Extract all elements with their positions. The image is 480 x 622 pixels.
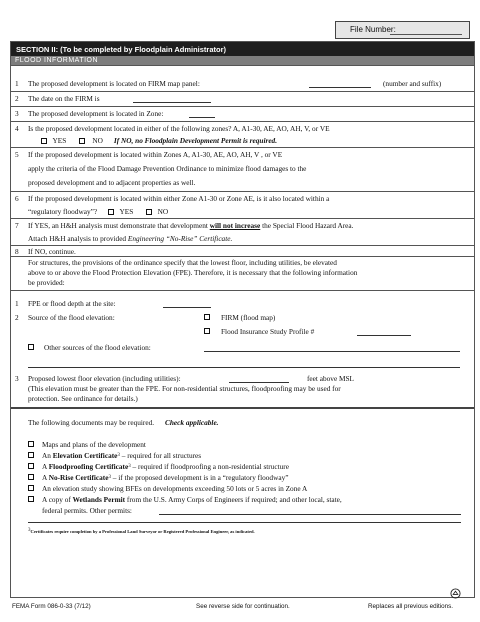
s3-unit: feet above MSL (307, 374, 355, 383)
footnote: $^3$Certificates require completion by a Professional Land Surveyor or Registered Professional Engineer, as indicated. (28, 528, 255, 534)
docs-intro: The following documents may be required. (28, 418, 155, 427)
other-source-checkbox[interactable] (28, 344, 34, 350)
doc-item-6-checkbox[interactable] (28, 496, 34, 502)
doc-item-3-label: A Floodproofing Certificate$^3$ – required if floodproofing a non-residential structure (42, 462, 289, 471)
firm-source-label: FIRM (flood map) (221, 313, 276, 322)
q2-number: 2 (15, 94, 19, 103)
q6-yes-label: YES (119, 207, 134, 216)
doc-item-5-label: An elevation study showing BFEs on developments exceeding 50 lots or 5 acres in Zone A (42, 484, 308, 493)
doc-item-6-label: A copy of Wetlands Permit from the U.S. Army Corps of Engineers if required; and other local, state, (42, 495, 342, 504)
firm-date-field[interactable] (133, 102, 211, 103)
q4-options (41, 136, 277, 145)
s1-number: 1 (15, 299, 19, 308)
zone-field[interactable] (189, 117, 215, 118)
other-permits-field[interactable] (159, 514, 461, 515)
q4-no-checkbox[interactable] (79, 138, 85, 144)
q6-no-label: NO (157, 207, 169, 216)
subsection-title: FLOOD INFORMATION (11, 56, 474, 66)
q5-line3: proposed development and to adjacent properties as well. (28, 178, 196, 187)
docs-check-applicable: Check applicable. (165, 418, 219, 427)
q6-line2-row (28, 207, 168, 216)
q5-line2: apply the criteria of the Flood Damage Prevention Ordinance to minimize flood damages to the (28, 164, 307, 173)
q6-line1: If the proposed development is located within either Zone A1-30 or Zone AE, is it also located within a (28, 194, 330, 203)
doc-item-6-line2: federal permits. Other permits: (42, 506, 132, 515)
firm-source-checkbox[interactable] (204, 314, 210, 320)
docs-intro-row (28, 418, 219, 427)
other-source-label: Other sources of the flood elevation: (44, 343, 151, 352)
section-title: SECTION II: (To be completed by Floodplain Administrator) (11, 42, 474, 56)
q6-no-checkbox[interactable] (146, 209, 152, 215)
footer-continuation: See reverse side for continuation. (196, 603, 290, 610)
q6-number: 6 (15, 194, 19, 203)
q3-number: 3 (15, 109, 19, 118)
firm-panel-field[interactable] (309, 87, 371, 88)
q5-number: 5 (15, 150, 19, 159)
footer-replaces: Replaces all previous editions. (368, 603, 454, 610)
other-source-field-1[interactable] (204, 351, 460, 352)
file-number-label: File Number: (350, 25, 396, 34)
footnote-separator (28, 522, 461, 523)
structures-line3: be provided: (28, 278, 65, 287)
fis-source-checkbox[interactable] (204, 328, 210, 334)
q4-text: Is the proposed development located in either of the following zones? A, A1-30, AE, AO, AH, V, or VE (28, 124, 330, 133)
lowest-floor-field[interactable] (229, 382, 289, 383)
s2-text: Source of the flood elevation: (28, 313, 115, 322)
other-source-field-2[interactable] (28, 367, 460, 368)
q2-text: The date on the FIRM is (28, 94, 100, 103)
q4-note: If NO, no Floodplain Development Permit is required. (113, 136, 278, 145)
q4-yes-checkbox[interactable] (41, 138, 47, 144)
q5-line1: If the proposed development is located within Zones A, A1-30, AE, AO, AH, V , or VE (28, 150, 283, 159)
section-ii-form (10, 41, 475, 598)
fis-profile-field[interactable] (357, 335, 411, 336)
s1-text: FPE or flood depth at the site: (28, 299, 116, 308)
q1-suffix-label: (number and suffix) (383, 79, 442, 88)
doc-item-1-label: Maps and plans of the development (42, 440, 146, 449)
q4-yes-label: YES (52, 136, 67, 145)
q6-yes-checkbox[interactable] (108, 209, 114, 215)
doc-item-5-checkbox[interactable] (28, 485, 34, 491)
doc-item-4-checkbox[interactable] (28, 474, 34, 480)
s3-text: Proposed lowest floor elevation (including utilities): (28, 374, 181, 383)
file-number-box (335, 21, 470, 39)
doc-item-4-label: A No-Rise Certificate$^3$ – if the proposed development is in a “regulatory floodway” (42, 473, 289, 482)
form-id: FEMA Form 086-0-33 (7/12) (12, 603, 91, 610)
q7-line2: Attach H&H analysis to provided Engineering “No-Rise” Certificate. (28, 234, 233, 243)
q7-line1: If YES, an H&H analysis must demonstrate that development will not increase the Special Flood Hazard Area. (28, 221, 354, 230)
q6-line2: “regulatory floodway”? (28, 207, 98, 216)
q7-number: 7 (15, 221, 19, 230)
q4-no-label: NO (92, 136, 103, 145)
q4-number: 4 (15, 124, 19, 133)
s2-number: 2 (15, 313, 19, 322)
doc-item-1-checkbox[interactable] (28, 441, 34, 447)
doc-item-2-checkbox[interactable] (28, 452, 34, 458)
q8-number: 8 (15, 247, 19, 256)
doc-item-3-checkbox[interactable] (28, 463, 34, 469)
structures-line1: For structures, the provisions of the ordinance specify that the lowest floor, including utilities, be elevated (28, 258, 337, 267)
q3-text: The proposed development is located in Zone: (28, 109, 164, 118)
q8-text: If NO, continue. (28, 247, 76, 256)
s3-line3: protection. See ordinance for details.) (28, 394, 138, 403)
file-number-field[interactable] (390, 34, 462, 35)
recycle-icon (450, 588, 461, 599)
doc-item-2-label: An Elevation Certificate$^3$ – required for all structures (42, 451, 202, 460)
s3-line2: (This elevation must be greater than the FPE. For non-residential structures, floodproofing may be used for (28, 384, 341, 393)
fis-source-label: Flood Insurance Study Profile # (221, 327, 315, 336)
q1-number: 1 (15, 79, 19, 88)
fpe-field[interactable] (163, 307, 211, 308)
s3-number: 3 (15, 374, 19, 383)
q1-text: The proposed development is located on FIRM map panel: (28, 79, 200, 88)
structures-line2: above to or above the Flood Protection Elevation (FPE). Therefore, it is necessary that the following information (28, 268, 358, 277)
